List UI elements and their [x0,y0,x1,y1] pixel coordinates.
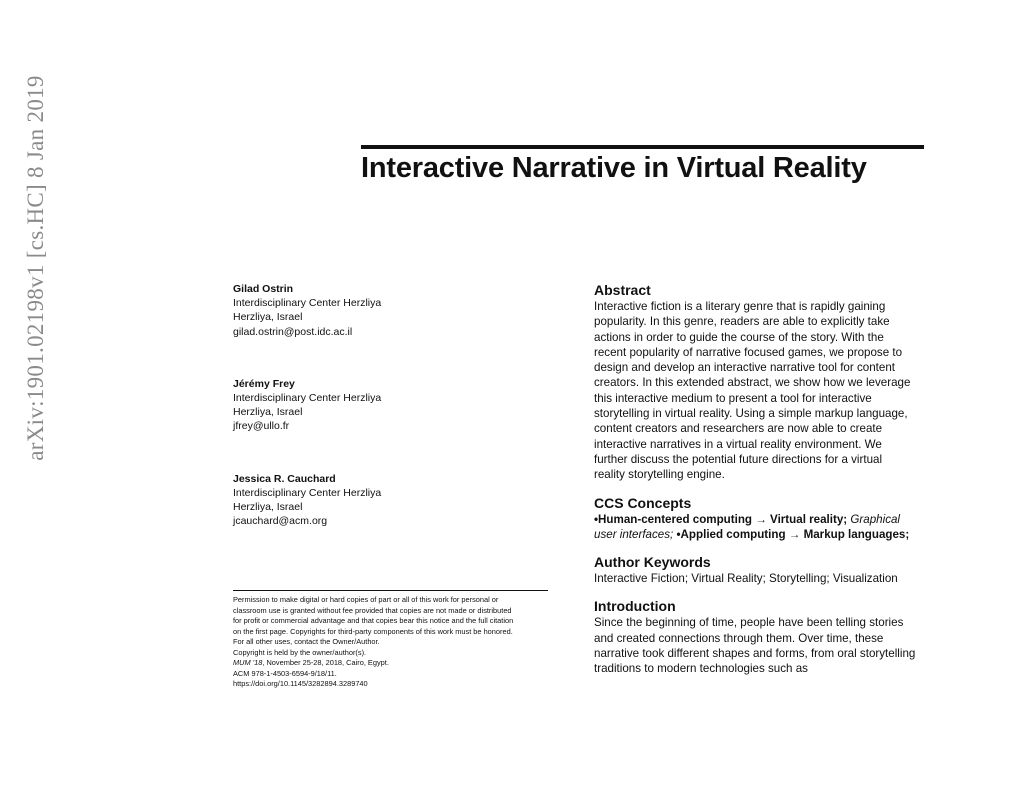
keywords-heading: Author Keywords [594,554,711,571]
copyright-holder: Copyright is held by the owner/author(s). [233,647,367,657]
arxiv-stamp [0,0,70,791]
abstract-body: Interactive fiction is a literary genre that is rapidly gaining popularity. In this genre, readers are able to explicitly take actions in order to guide the course of the story. With the recent popularity of narrative focused games, we propose to design and develop an interactive narrative tool for content creators. In this extended abstract, we show how we leverage this interactive medium to present a tool for interactive storytelling in virtual reality. Using a simple markup language, content creators and researchers are now able to create interactive narratives in a virtual reality environment. We further discuss the potential future directions for a virtual reality storytelling engine. [594,300,911,482]
isbn-line: ACM 978-1-4503-6594-9/18/11. [233,668,337,678]
author-email: jcauchard@acm.org [233,515,328,528]
keywords-body: Interactive Fiction; Virtual Reality; Storytelling; Visualization [594,572,898,586]
author-block [233,472,553,529]
author-name: Jessica R. Cauchard [233,472,336,485]
ccs-concept-gui: Graphical user interfaces; [594,512,901,541]
author-block [233,282,553,339]
permission-line: For all other uses, contact the Owner/Author. [233,637,380,646]
author-location: Herzliya, Israel [233,501,303,514]
right-column [594,282,916,677]
author-location: Herzliya, Israel [233,311,303,324]
keywords-section [594,554,916,586]
author-list [233,282,553,528]
permission-line: Permission to make digital or hard copies of part or all of this work for personal or [233,595,499,604]
arxiv-identifier: arXiv:1901.02198v1 [cs.HC] 8 Jan 2019 [23,75,48,461]
author-affiliation: Interdisciplinary Center Herzliya [233,392,382,405]
doi-link[interactable]: https://doi.org/10.1145/3282894.3289740 [233,679,368,688]
venue-name: MUM '18 [233,658,263,667]
introduction-section [594,598,916,676]
abstract-heading: Abstract [594,282,651,298]
venue-line [233,658,548,669]
ccs-concept-hcc: •Human-centered computing → Virtual reality; [594,512,848,526]
ccs-heading: CCS Concepts [594,494,692,511]
author-block [233,377,553,434]
permission-line: classroom use is granted without fee provided that copies are not made or distributed [233,605,512,615]
copyright-notice [233,590,548,690]
paper-title: Interactive Narrative in Virtual Reality [361,152,867,184]
author-affiliation: Interdisciplinary Center Herzliya [233,486,382,499]
abstract-section [594,282,916,483]
introduction-body: Since the beginning of time, people have been telling stories and created connections through them. Over time, these narrative took different shapes and forms, from oral storytelling traditions to modern technologies such as [594,616,916,676]
ccs-concept-applied: •Applied computing → Markup languages; [676,527,910,541]
ccs-section [594,495,916,543]
title-rule [361,145,924,149]
introduction-heading: Introduction [594,598,676,615]
permission-line: on the first page. Copyrights for third-party components of this work must be honored. [233,626,513,636]
author-name: Gilad Ostrin [233,283,294,295]
author-affiliation: Interdisciplinary Center Herzliya [233,297,382,310]
venue-details: , November 25-28, 2018, Cairo, Egypt. [262,658,389,667]
permission-line: for profit or commercial advantage and that copies bear this notice and the full citation [233,616,514,625]
author-name: Jérémy Frey [233,377,295,390]
author-email: jfrey@ullo.fr [233,420,290,433]
author-location: Herzliya, Israel [233,406,303,419]
ccs-body [594,512,916,543]
author-email: gilad.ostrin@post.idc.ac.il [233,325,353,338]
